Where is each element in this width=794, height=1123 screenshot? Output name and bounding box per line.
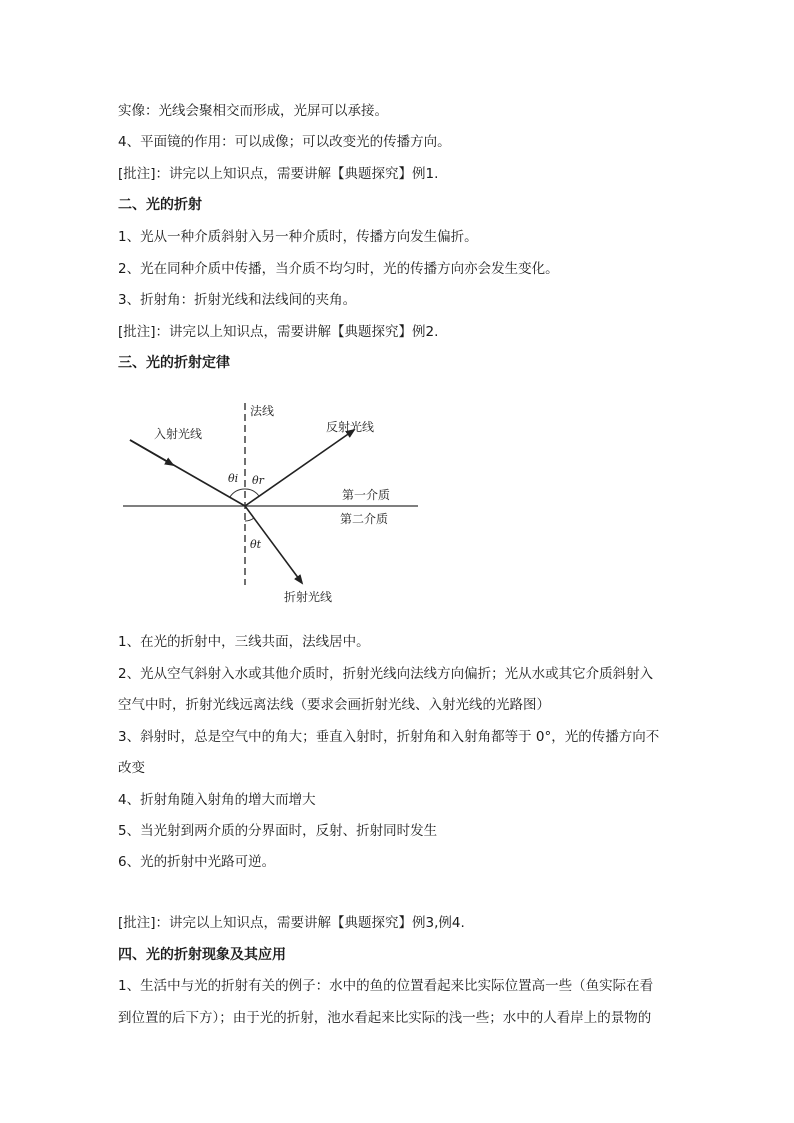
text-line-1: 实像：光线会聚相交而形成，光屏可以承接。 (118, 103, 388, 119)
heading-refraction-applications: 四、光的折射现象及其应用 (118, 947, 286, 963)
text-line-15: 到位置的后下方）；由于光的折射，池水看起来比实际的浅一些；水中的人看岸上的景物的 (118, 1010, 652, 1026)
label-theta-i: θi (228, 472, 239, 485)
text-line-14: 1、生活中与光的折射有关的例子：水中的鱼的位置看起来比实际位置高一些（鱼实际在看 (118, 978, 654, 994)
text-line-2: 4、平面镜的作用：可以成像；可以改变光的传播方向。 (118, 134, 451, 150)
text-line-6: 1、在光的折射中，三线共面，法线居中。 (118, 634, 370, 650)
text-line-7: 2、光从空气斜射入水或其他介质时，折射光线向法线方向偏折；光从水或其它介质斜射入 (118, 666, 654, 682)
annotation-1: [批注]：讲完以上知识点，需要讲解【典题探究】例1. (118, 166, 439, 182)
text-line-12: 5、当光射到两介质的分界面时，反射、折射同时发生 (118, 823, 438, 839)
label-reflected: 反射光线 (326, 420, 375, 434)
text-line-3: 1、光从一种介质斜射入另一种介质时，传播方向发生偏折。 (118, 229, 478, 245)
heading-refraction-law: 三、光的折射定律 (118, 355, 230, 371)
text-line-4: 2、光在同种介质中传播，当介质不均匀时，光的传播方向亦会发生变化。 (118, 261, 559, 277)
label-refracted: 折射光线 (284, 590, 333, 604)
text-line-8: 空气中时，折射光线远离法线（要求会画折射光线、入射光线的光路图） (118, 697, 550, 713)
text-line-11: 4、折射角随入射角的增大而增大 (118, 792, 316, 808)
text-line-5: 3、折射角：折射光线和法线间的夹角。 (118, 292, 357, 308)
text-line-9: 3、斜射时，总是空气中的角大；垂直入射时，折射角和入射角都等于 0°，光的传播方向不 (118, 729, 660, 745)
label-normal: 法线 (250, 404, 275, 418)
refraction-diagram (118, 393, 418, 613)
label-theta-r: θr (252, 474, 264, 487)
annotation-2: [批注]：讲完以上知识点，需要讲解【典题探究】例2. (118, 324, 439, 340)
label-incident: 入射光线 (154, 427, 203, 441)
label-theta-t: θt (250, 538, 262, 551)
text-line-13: 6、光的折射中光路可逆。 (118, 854, 276, 870)
reflected-ray (245, 430, 354, 506)
annotation-3: [批注]：讲完以上知识点，需要讲解【典题探究】例3,例4. (118, 915, 465, 931)
text-line-10: 改变 (118, 760, 145, 776)
heading-refraction: 二、光的折射 (118, 197, 202, 213)
label-medium-1: 第一介质 (342, 488, 391, 502)
label-medium-2: 第二介质 (340, 512, 389, 526)
